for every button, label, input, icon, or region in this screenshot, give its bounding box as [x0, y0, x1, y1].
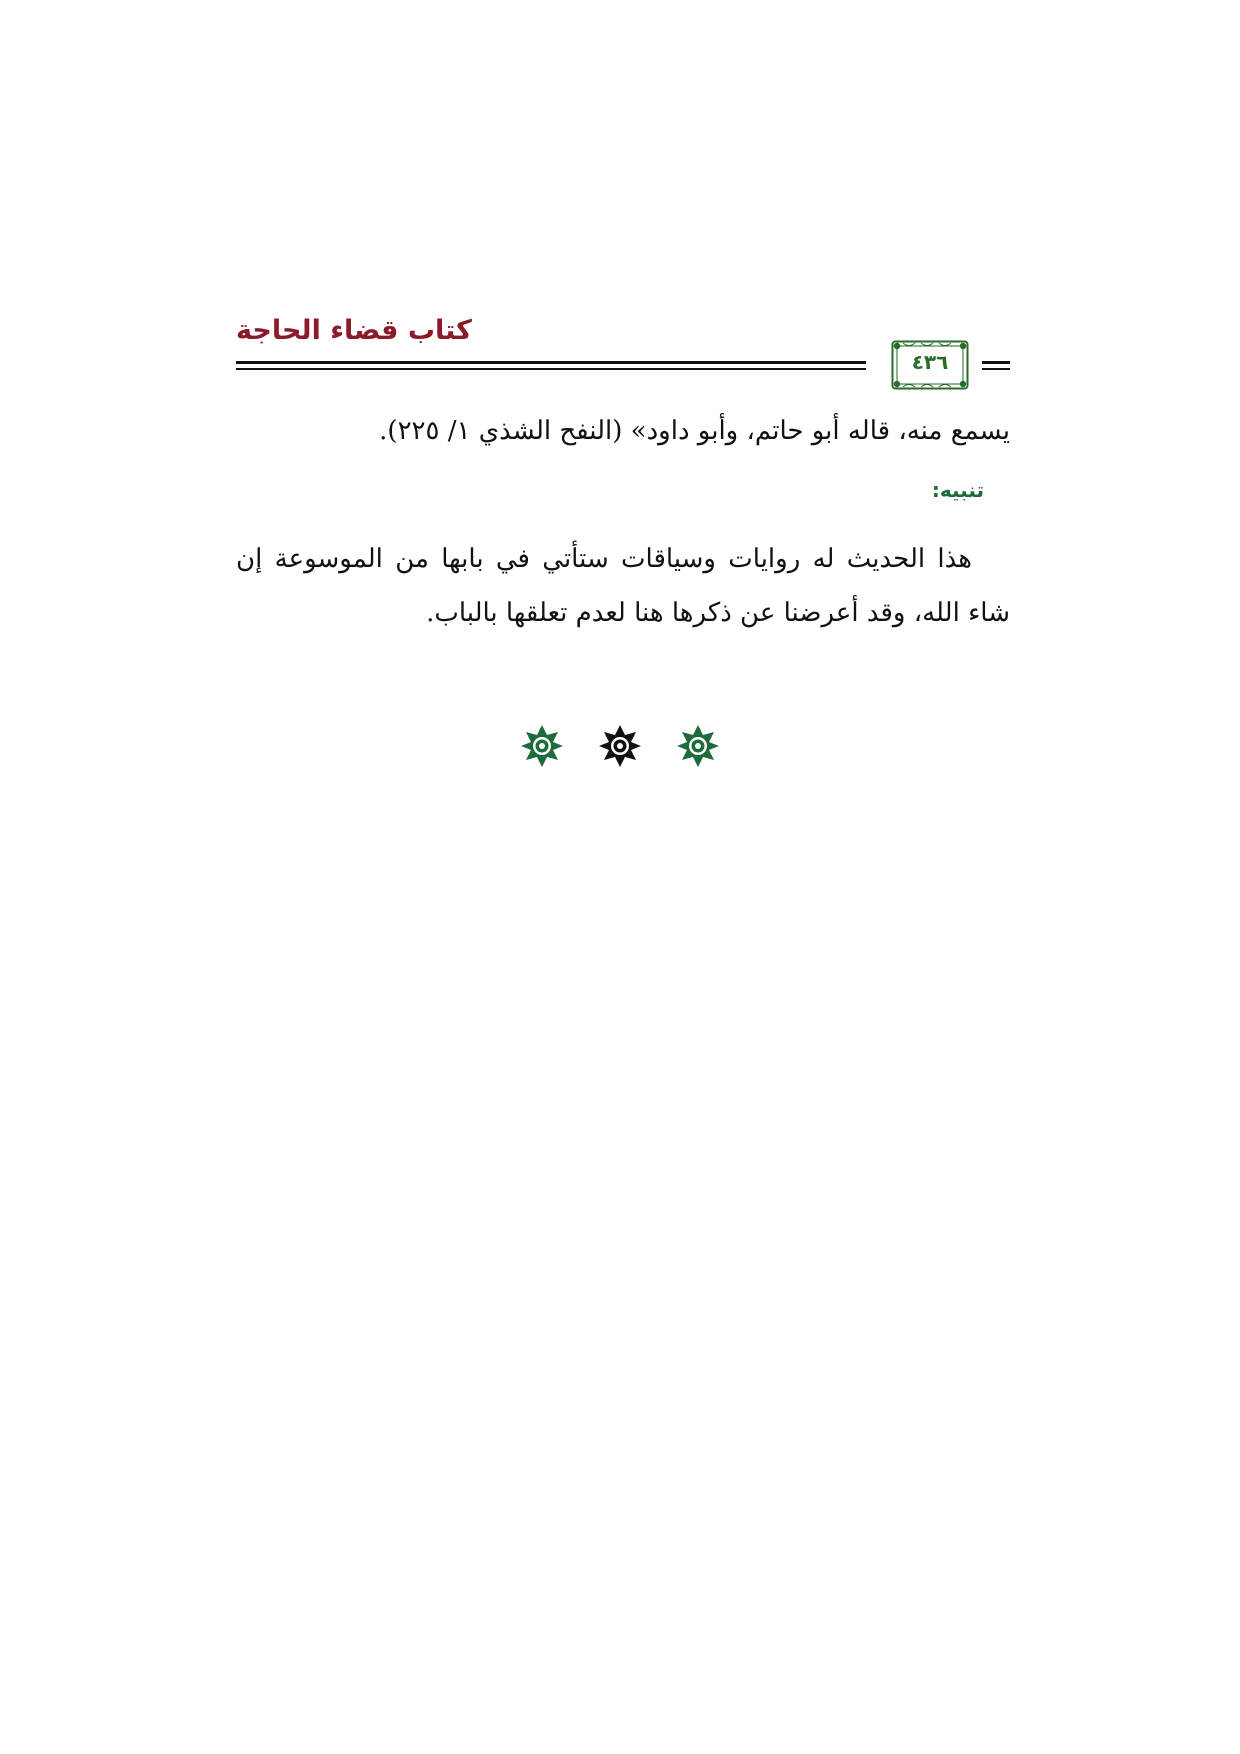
- star-flower-ornament-icon: [676, 724, 720, 768]
- page-header: [236, 310, 1010, 390]
- star-flower-ornament-icon: [598, 724, 642, 768]
- text-line: يسمع منه، قاله أبو حاتم، وأبو داود» (النفح الشذي ١/ ٢٢٥).: [379, 416, 1010, 446]
- header-rule: [236, 361, 866, 364]
- header-rule-short: [982, 368, 1010, 370]
- header-rule: [236, 368, 866, 370]
- header-rule-short: [982, 361, 1010, 364]
- note-paragraph: هذا الحديث له روايات وسياقات ستأتي في بابها من الموسوعة إن شاء الله، وقد أعرضنا عن ذكرها هنا لعدم تعلقها بالباب.: [236, 544, 1010, 628]
- section-end-ornaments: [520, 724, 720, 768]
- page-number: ٤٣٦: [911, 350, 949, 374]
- note-heading: تنبيه:: [931, 478, 984, 502]
- star-flower-ornament-icon: [520, 724, 564, 768]
- page-number-badge: [891, 340, 969, 390]
- book-title: كتاب قضاء الحاجة: [236, 315, 472, 346]
